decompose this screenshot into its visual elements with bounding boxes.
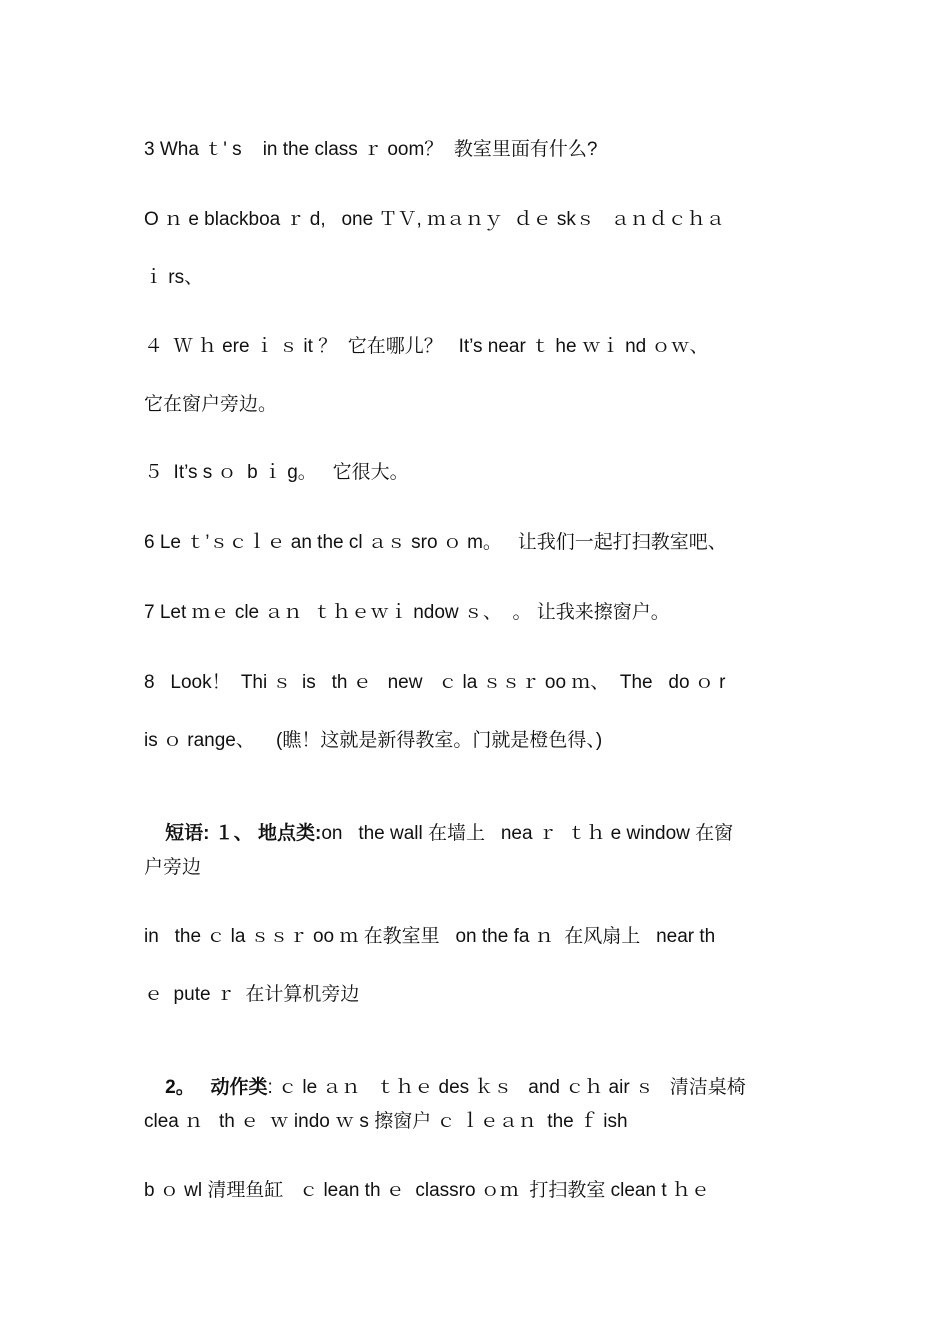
line-sentence-4: ４ Ｗ ｈ ere ｉ ｓ it ？ 它在哪儿？ It’s near ｔ he ｗｉ nd ｏｗ、: [144, 336, 709, 357]
line-sentence-5: ５ It’s s ｏ b ｉ g。 它很大。: [144, 462, 409, 483]
line-phrases-location-cont: 户旁边: [144, 857, 202, 878]
phrases-location-text: on the wall 在墙上 nea ｒ ｔｈ e window 在窗: [321, 823, 734, 844]
line-sentence-8-cont: is ｏ range、 (瞧！这就是新得教室。门就是橙色得、): [144, 730, 603, 751]
line-phrases-action-2: clea ｎ th ｅ ｗ indo ｗ s 擦窗户 ｃ ｌｅａｎ the ｆ ish: [144, 1111, 628, 1132]
line-sentence-3-answer-cont: ｉ rs、: [144, 267, 204, 288]
line-sentence-7: 7 Let ｍｅ cle ａｎ ｔｈｅｗｉ ndow ｓ、 。 让我来擦窗户。: [144, 602, 670, 623]
action-heading: 2。 动作类: [165, 1077, 268, 1098]
line-sentence-3: 3 Wha ｔ' s in the class ｒ oom？ 教室里面有什么?: [144, 139, 598, 160]
phrases-action-text: : ｃ le ａｎ ｔｈｅ des ｋｓ and ｃｈ air ｓ 清洁桌椅: [267, 1077, 746, 1098]
line-phrases-action-3: b ｏ wl 清理鱼缸 ｃ lean th ｅ classro ｏｍ 打扫教室 clean t ｈｅ: [144, 1180, 710, 1201]
phrases-heading: 短语: １、 地点类:: [165, 823, 322, 844]
line-sentence-3-answer: O ｎ e blackboa ｒ d, one ＴＶ, ｍａｎｙ ｄｅ skｓ ａｎｄｃｈａ: [144, 209, 725, 230]
line-phrases-location-2-cont: ｅ pute ｒ 在计算机旁边: [144, 984, 360, 1005]
line-sentence-4-cont: 它在窗户旁边。: [144, 394, 278, 415]
line-sentence-6: 6 Le ｔ’ｓｃｌｅ an the cl ａｓ sro ｏ m。 让我们一起打扫教室吧、: [144, 532, 727, 553]
line-sentence-8: 8 Look！ Thi ｓ is th ｅ new ｃ la ｓｓｒ oo ｍ、 The do ｏ r: [144, 672, 726, 693]
line-phrases-location-2: in the ｃ la ｓｓｒ oo ｍ 在教室里 on the fa ｎ 在风扇上 near th: [144, 926, 716, 947]
